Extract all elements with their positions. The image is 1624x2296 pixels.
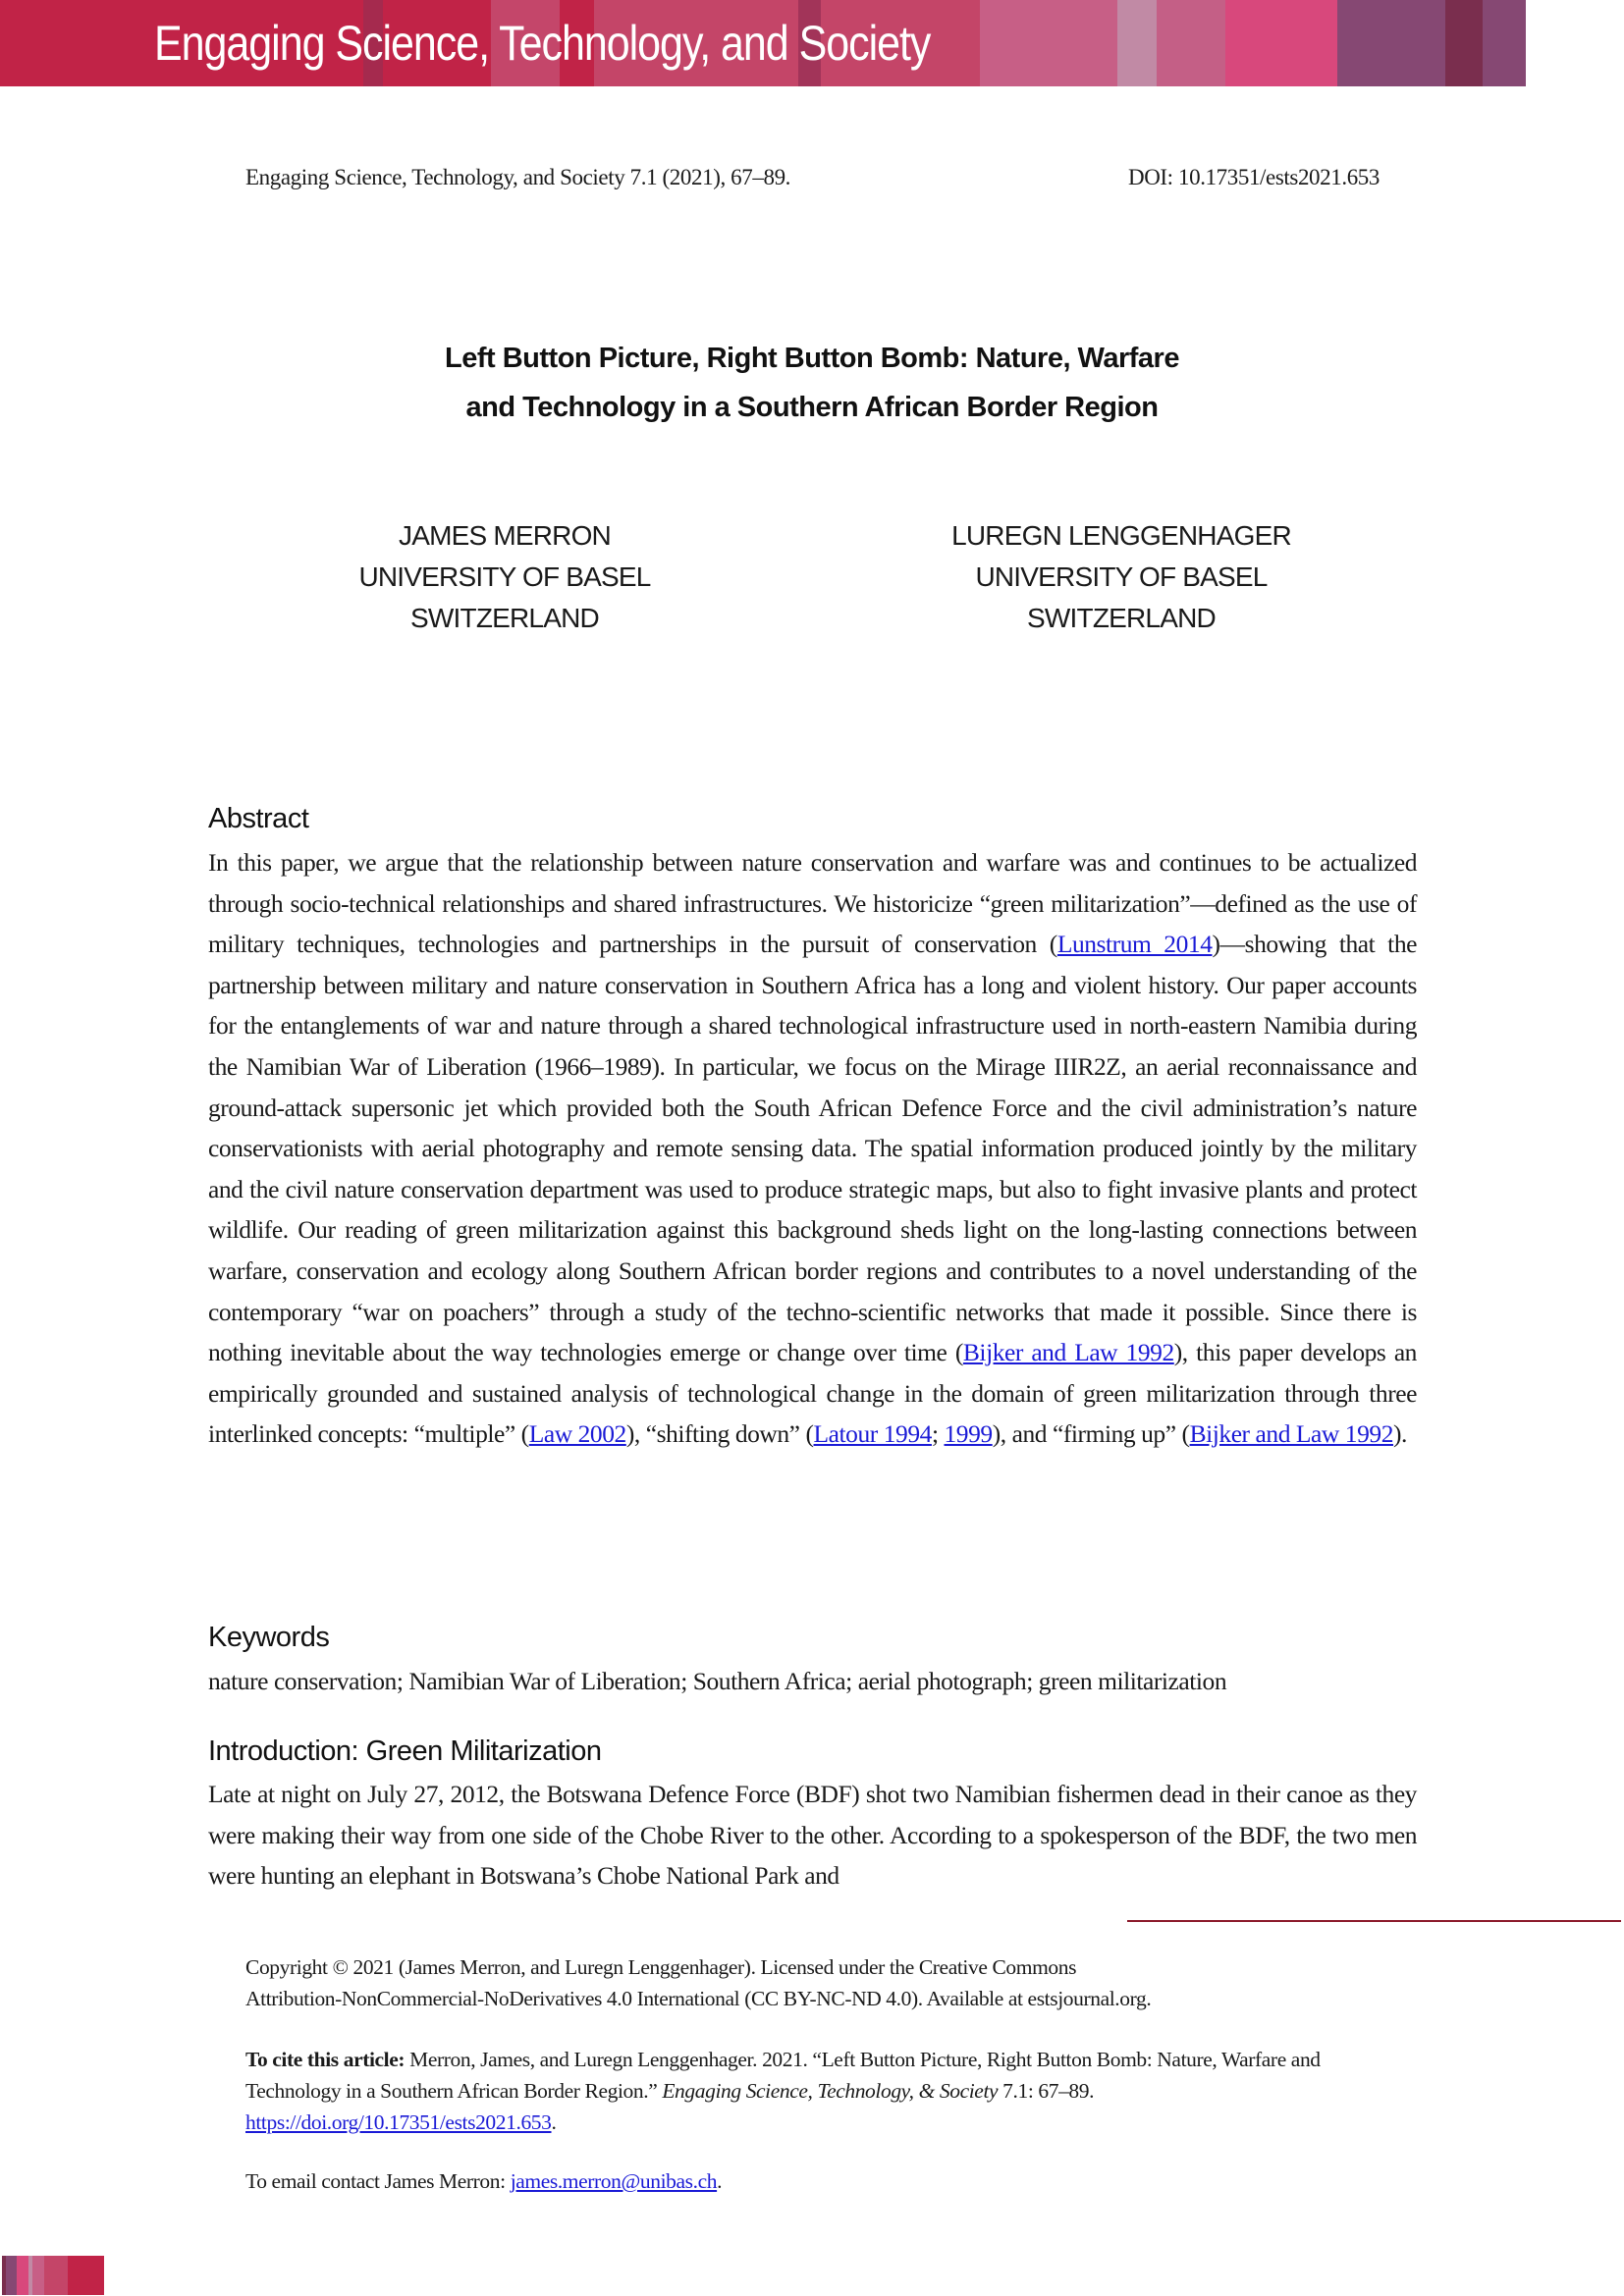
- abstract-body: In this paper, we argue that the relationship between nature conservation and warfare was and continues to be actualized through socio-technical relationships and shared infrastructures. We historicize “green militarization”—defined as the use of military techniques, technologies and partnerships in the pursuit of conservation (Lunstrum 2014)—showing that the partnership between military and nature conservation in Southern Africa has a long and violent history. Our paper accounts for the entanglements of war and nature through a shared technological infrastructure used in north-eastern Namibia during the Namibian War of Liberation (1966–1989). In particular, we focus on the Mirage IIIR2Z, an aerial reconnaissance and ground-attack supersonic jet which provided both the South African Defence Force and the civil administration’s nature conservationists with aerial photography and remote sensing data. The spatial information produced jointly by the military and the civil nature conservation department was used to produce strategic maps, but also to fight invasive plants and protect wildlife. Our reading of green militarization against this background sheds light on the long-lasting connections between warfare, conservation and ecology along Southern African border regions and contributes to a novel understanding of the contemporary “war on poachers” through a study of the techno-scientific networks that made it possible. Since there is nothing inevitable about the way technologies emerge or change over time (Bijker and Law 1992), this paper develops an empirically grounded and sustained analysis of technological change in the domain of green militarization through three interlinked concepts: “multiple” (Law 2002), “shifting down” (Latour 1994; 1999), and “firming up” (Bijker and Law 1992).: [208, 848, 1417, 1449]
- citation-link[interactable]: Bijker and Law 1992: [1189, 1419, 1394, 1449]
- email-link[interactable]: james.merron@unibas.ch: [510, 2169, 718, 2193]
- author-affiliation: UNIVERSITY OF BASEL: [358, 561, 651, 592]
- email-label: To email contact James Merron:: [245, 2169, 511, 2193]
- citation-link[interactable]: Lunstrum 2014: [1056, 930, 1213, 959]
- author-country: SWITZERLAND: [410, 603, 599, 633]
- introduction-body: Late at night on July 27, 2012, the Botswana Defence Force (BDF) shot two Namibian fishermen dead in their canoe as they were making their way from one side of the Chobe River to the other. According to a spokesperson of the BDF, the two men were hunting an elephant in Botswana’s Chobe National Park and: [208, 1780, 1417, 1891]
- copyright-line-1: Copyright © 2021 (James Merron, and Luregn Lenggenhager). Licensed under the Creative Commons: [245, 1955, 1077, 1979]
- doi-label: DOI: 10.17351/ests2021.653: [1127, 165, 1380, 189]
- journal-banner-title: Engaging Science, Technology, and Society: [154, 16, 931, 71]
- author-block-2: [905, 515, 1337, 639]
- color-stripe: [1337, 0, 1445, 86]
- citation-block: [245, 2044, 1404, 2138]
- author-name: LUREGN LENGGENHAGER: [951, 520, 1291, 551]
- citation-link[interactable]: 1999: [944, 1419, 993, 1449]
- email-end: .: [717, 2169, 723, 2193]
- keywords-list: nature conservation; Namibian War of Liberation; Southern Africa; aerial photograph; green militarization: [208, 1667, 1227, 1695]
- cite-journal: Engaging Science, Technology, & Society: [662, 2079, 999, 2103]
- page-footer-color-bar: [2, 2256, 104, 2295]
- doi-link[interactable]: https://doi.org/10.17351/ests2021.653: [245, 2110, 552, 2134]
- keywords-heading: Keywords: [208, 1622, 330, 1653]
- citation-link[interactable]: Latour 1994: [813, 1419, 932, 1449]
- article-title: [295, 334, 1329, 432]
- color-stripe: [1157, 0, 1225, 86]
- abstract-heading: Abstract: [208, 803, 309, 834]
- copyright-notice: [245, 1951, 1404, 2014]
- color-stripe: [1117, 0, 1157, 86]
- cite-volume: 7.1: 67–89.: [998, 2079, 1095, 2103]
- email-contact: [245, 2165, 1404, 2197]
- citation-link[interactable]: Bijker and Law 1992: [962, 1338, 1174, 1367]
- citation-link[interactable]: Law 2002: [528, 1419, 626, 1449]
- running-head: [245, 165, 1380, 198]
- cite-text: Merron, James, and Luregn Lenggenhager. 2021. “Left Button Picture, Right Button Bomb: Nature, Warfare and Technology in a Southern African Border Region.”: [245, 2048, 1321, 2103]
- color-stripe: [68, 2256, 104, 2295]
- journal-citation: Engaging Science, Technology, and Society 7.1 (2021), 67–89.: [245, 165, 791, 189]
- author-affiliation: UNIVERSITY OF BASEL: [975, 561, 1268, 592]
- author-country: SWITZERLAND: [1027, 603, 1216, 633]
- author-block-1: [289, 515, 721, 639]
- color-stripe: [32, 2256, 44, 2295]
- color-stripe: [980, 0, 1117, 86]
- cite-end: .: [551, 2110, 557, 2134]
- color-stripe: [1225, 0, 1337, 86]
- color-stripe: [44, 2256, 68, 2295]
- footnote-divider: [1127, 1920, 1621, 1922]
- color-stripe: [1483, 0, 1526, 86]
- color-stripe: [17, 2256, 28, 2295]
- cite-label: To cite this article:: [245, 2048, 406, 2071]
- copyright-line-2: Attribution-NonCommercial-NoDerivatives 4.0 International (CC BY-NC-ND 4.0). Available at estsjournal.org.: [245, 1987, 1152, 2010]
- article-title-line-2: and Technology in a Southern African Border Region: [465, 392, 1159, 423]
- article-title-line-1: Left Button Picture, Right Button Bomb: Nature, Warfare: [445, 343, 1179, 374]
- author-name: JAMES MERRON: [399, 520, 611, 551]
- introduction-heading: Introduction: Green Militarization: [208, 1735, 602, 1767]
- color-stripe: [1445, 0, 1483, 86]
- color-stripe: [6, 2256, 17, 2295]
